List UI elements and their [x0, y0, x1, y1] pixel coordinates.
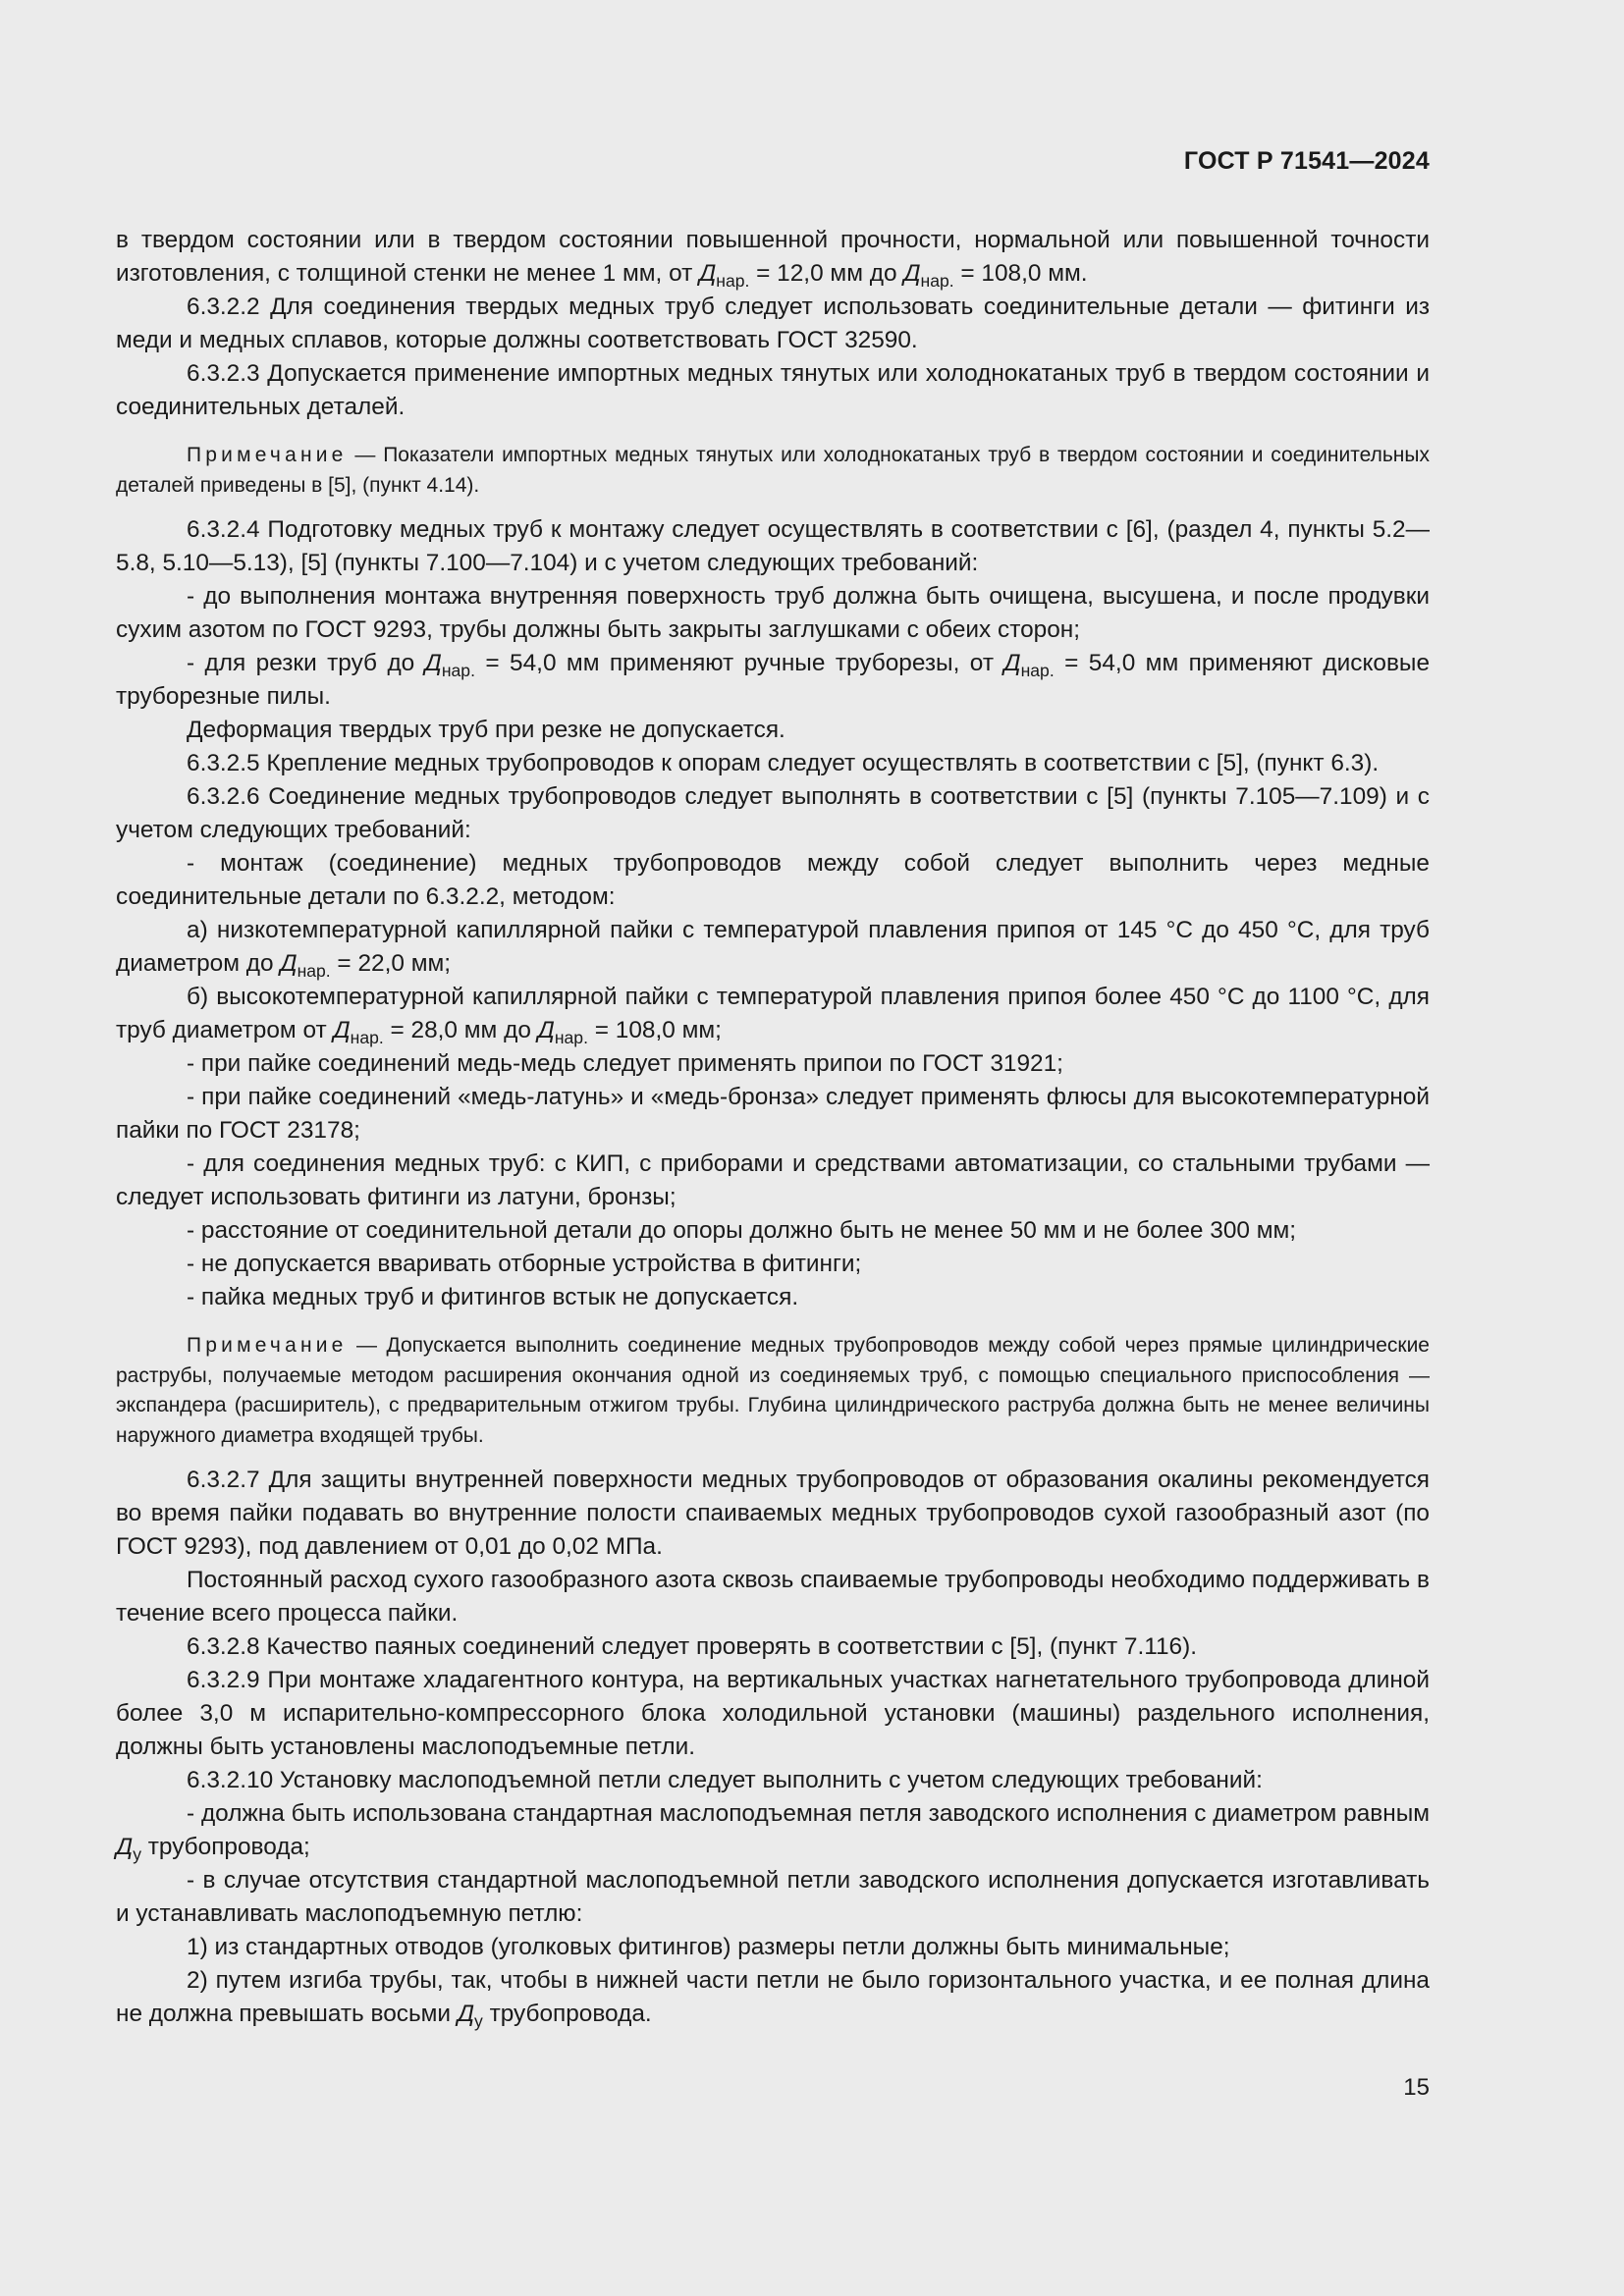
subscript: у — [133, 1844, 141, 1865]
note-label: Примечание — [187, 1334, 348, 1357]
text-segment: = 54,0 мм применяют дисковые труборезные пилы. — [116, 650, 1431, 710]
note-text: — Допускается выполнить соединение медных трубопроводов между собой через прямые цилиндрические раструбы, получаемые методом расширения окончания одной из соединяемых труб, с помощью специального приспособления — экспандера (расширитель), с предварительным отжигом трубы. Глубина цилиндрического раструба должна быть не менее величины наружного диаметра входящей трубы. — [116, 1334, 1430, 1447]
clause-6-3-2-4: 6.3.2.4 Подготовку медных труб к монтажу следует осуществлять в соответствии с [6], (раздел 4, пункты 5.2—5.8, 5.10—5.13), [5] (пункты 7.100—7.104) и с учетом следующих требований: — [116, 516, 1430, 576]
list-item: - для соединения медных труб: с КИП, с приборами и средствами автоматизации, со стальными трубами — следует использовать фитинги из латуни, бронзы; — [116, 1150, 1430, 1210]
symbol-d: Д — [457, 2001, 475, 2027]
list-item — [116, 1964, 1430, 2031]
note — [116, 441, 1430, 501]
list-item: - не допускается вваривать отборные устройства в фитинги; — [187, 1251, 862, 1277]
text-segment: = 54,0 мм применяют ручные труборезы, от — [474, 650, 1004, 676]
list-item: - в случае отсутствия стандартной маслоподъемной петли заводского исполнения допускается изготавливать и устанавливать маслоподъемную петлю: — [116, 1867, 1430, 1927]
list-item — [116, 1797, 1430, 1864]
list-item — [116, 647, 1430, 714]
subscript: нар. — [554, 1028, 588, 1048]
paragraph — [116, 224, 1430, 291]
note-label: Примечание — [187, 444, 348, 466]
text-segment: = 12,0 мм до — [749, 260, 904, 287]
symbol-d: Д — [424, 650, 442, 676]
text-segment: б) высокотемпературной капиллярной пайки с температурой плавления припоя более 450 °С до 1100 °С, для труб диаметром от — [116, 984, 1430, 1043]
paragraph: Деформация твердых труб при резке не допускается. — [187, 717, 785, 743]
text-segment: = 108,0 мм. — [953, 260, 1088, 287]
text-segment: - для резки труб до — [187, 650, 425, 676]
note-text: — Показатели импортных медных тянутых или холоднокатаных труб в твердом состоянии и соединительных деталей приведены в [5], (пункт 4.14). — [116, 444, 1430, 497]
symbol-d: Д — [333, 1017, 351, 1043]
clause-6-3-2-3: 6.3.2.3 Допускается применение импортных медных тянутых или холоднокатаных труб в твердом состоянии и соединительных деталей. — [116, 360, 1430, 420]
text-segment: = 22,0 мм; — [330, 950, 452, 977]
list-item: - монтаж (соединение) медных трубопроводов между собой следует выполнить через медные соединительные детали по 6.3.2.2, методом: — [116, 850, 1430, 910]
subscript: нар. — [716, 271, 750, 292]
subscript: нар. — [920, 271, 954, 292]
symbol-d: Д — [280, 950, 298, 977]
subscript: нар. — [350, 1028, 384, 1048]
list-item: - расстояние от соединительной детали до опоры должно быть не менее 50 мм и не более 300 мм; — [187, 1217, 1297, 1244]
text-segment: 2) путем изгиба трубы, так, чтобы в нижней части петли не было горизонтального участка, и ее полная длина не должна превышать восьми — [116, 1967, 1430, 2027]
page-number: 15 — [1403, 2074, 1430, 2101]
subscript: нар. — [297, 961, 331, 982]
subscript: у — [474, 2011, 483, 2032]
clause-6-3-2-7: 6.3.2.7 Для защиты внутренней поверхности медных трубопроводов от образования окалины рекомендуется во время пайки подавать во внутренние полости спаиваемых медных трубопроводов сухой газообразный азот (по ГОСТ 9293), под давлением от 0,01 до 0,02 МПа. — [116, 1467, 1430, 1560]
subscript: нар. — [1020, 661, 1055, 681]
symbol-d: Д — [116, 1834, 134, 1860]
text-segment: в твердом состоянии или в твердом состоянии повышенной прочности, нормальной или повышенной точности изготовления, с толщиной стенки не менее 1 мм, от — [116, 227, 1430, 287]
text-segment: а) низкотемпературной капиллярной пайки с температурой плавления припоя от 145 °С до 450 °С, для труб диаметром до — [116, 917, 1430, 977]
subscript: нар. — [441, 661, 475, 681]
list-item: - при пайке соединений медь-медь следует применять припои по ГОСТ 31921; — [187, 1050, 1063, 1077]
clause-6-3-2-2: 6.3.2.2 Для соединения твердых медных труб следует использовать соединительные детали — фитинги из меди и медных сплавов, которые должны соответствовать ГОСТ 32590. — [116, 294, 1430, 353]
paragraph: Постоянный расход сухого газообразного азота сквозь спаиваемые трубопроводы необходимо поддерживать в течение всего процесса пайки. — [116, 1567, 1430, 1627]
clause-6-3-2-9: 6.3.2.9 При монтаже хладагентного контура, на вертикальных участках нагнетательного трубопровода длиной более 3,0 м испарительно-компрессорного блока холодильной установки (машины) раздельного исполнения, должны быть установлены маслоподъемные петли. — [116, 1667, 1430, 1760]
clause-6-3-2-10: 6.3.2.10 Установку маслоподъемной петли следует выполнить с учетом следующих требований: — [187, 1767, 1263, 1793]
list-item: - пайка медных труб и фитингов встык не допускается. — [187, 1284, 799, 1310]
text-segment: = 28,0 мм до — [383, 1017, 538, 1043]
document-body — [116, 224, 1430, 2031]
list-item: - до выполнения монтажа внутренняя поверхность труб должна быть очищена, высушена, и после продувки сухим азотом по ГОСТ 9293, трубы должны быть закрыты заглушками с обеих сторон; — [116, 583, 1430, 643]
symbol-d: Д — [1003, 650, 1021, 676]
clause-6-3-2-8: 6.3.2.8 Качество паяных соединений следует проверять в соответствии с [5], (пункт 7.116). — [187, 1633, 1198, 1660]
text-segment: - должна быть использована стандартная маслоподъемная петля заводского исполнения с диаметром равным — [187, 1800, 1430, 1827]
text-segment: трубопровода; — [140, 1834, 310, 1860]
symbol-d: Д — [903, 260, 921, 287]
list-item — [116, 914, 1430, 981]
list-item: 1) из стандартных отводов (уголковых фитингов) размеры петли должны быть минимальные; — [187, 1934, 1230, 1960]
document-code: ГОСТ Р 71541—2024 — [1183, 147, 1430, 175]
clause-6-3-2-5: 6.3.2.5 Крепление медных трубопроводов к опорам следует осуществлять в соответствии с [5], (пункт 6.3). — [187, 750, 1380, 776]
clause-6-3-2-6: 6.3.2.6 Соединение медных трубопроводов следует выполнять в соответствии с [5] (пункты 7.105—7.109) и с учетом следующих требований: — [116, 783, 1430, 843]
symbol-d: Д — [537, 1017, 555, 1043]
symbol-d: Д — [699, 260, 717, 287]
list-item — [116, 981, 1430, 1047]
note — [116, 1331, 1430, 1451]
list-item: - при пайке соединений «медь-латунь» и «медь-бронза» следует применять флюсы для высокотемпературной пайки по ГОСТ 23178; — [116, 1084, 1430, 1144]
text-segment: трубопровода. — [482, 2001, 652, 2027]
text-segment: = 108,0 мм; — [587, 1017, 722, 1043]
